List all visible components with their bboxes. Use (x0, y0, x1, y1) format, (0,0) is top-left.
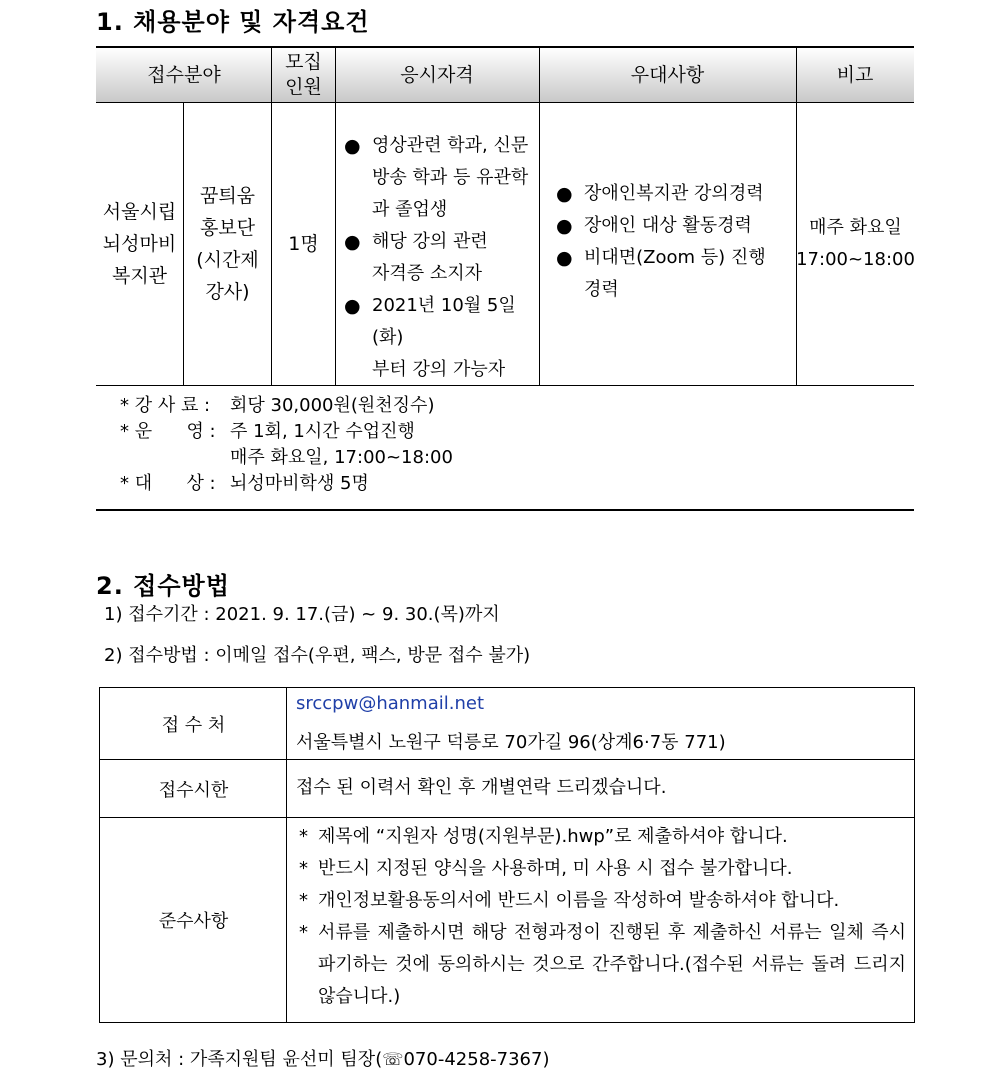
position-cell (184, 103, 271, 385)
header-note: 비고 (836, 63, 874, 86)
divider (96, 509, 914, 511)
divider (335, 48, 336, 385)
submission-table (99, 687, 915, 1023)
list-item: * 서류를 제출하시면 해당 전형과정이 진행된 후 제출하신 서류는 일체 즉시 파기하는 것에 동의하시는 것으로 간주합니다.(접수된 서류는 돌려 드리지 않습니다.) (296, 917, 906, 1013)
count-cell: 1명 (288, 233, 319, 255)
position-line: 강사) (205, 281, 250, 303)
section2-title: 2. 접수방법 (96, 572, 230, 600)
list-item: ● 비대면(Zoom 등) 진행 경력 (554, 242, 794, 306)
org-line: 서울시립 (102, 201, 177, 223)
header-count-line2: 인원 (285, 76, 322, 98)
org-line: 복지관 (111, 265, 168, 287)
org-cell (96, 103, 183, 385)
header-count-line1: 모집 (285, 51, 322, 73)
header-qualification: 응시자격 (400, 63, 474, 86)
list-item: ● 장애인복지관 강의경력 (554, 178, 794, 210)
note-row: 매주 화요일, 17:00~18:00 (230, 447, 453, 468)
note-cell (797, 103, 914, 385)
header-count (272, 48, 335, 102)
deadline-value: 접수 된 이력서 확인 후 개별연락 드리겠습니다. (296, 777, 667, 798)
email-link[interactable]: srccpw@hanmail.net (296, 693, 484, 714)
application-method: 2) 접수방법 : 이메일 접수(우편, 팩스, 방문 접수 불가) (104, 645, 531, 666)
note-row: * 강 사 료 : 회당 30,000원(원천징수) (120, 395, 435, 416)
contact-line (96, 1044, 549, 1076)
header-field: 접수분야 (147, 63, 221, 86)
recv-email[interactable] (296, 688, 484, 720)
position-line: 홍보단 (199, 217, 256, 239)
position-line: 꿈틔움 (199, 185, 256, 207)
note-row: * 대 상 : 뇌성마비학생 5명 (120, 473, 369, 494)
telephone-icon: ☏ (382, 1050, 404, 1070)
qualification-list (342, 130, 538, 386)
recruitment-table (96, 46, 914, 386)
list-item: ● 2021년 10월 5일(화) 부터 강의 가능자 (342, 290, 538, 386)
list-item: * 제목에 “지원자 성명(지원부문).hwp”로 제출하셔야 합니다. (296, 821, 906, 853)
section1-title: 1. 채용분야 및 자격요건 (96, 8, 370, 36)
recv-label: 접 수 처 (161, 714, 226, 736)
org-line: 뇌성마비 (102, 233, 177, 255)
recv-address: 서울특별시 노원구 덕릉로 70가길 96(상계6·7동 771) (296, 732, 726, 753)
note-line: 매주 화요일 (809, 217, 902, 238)
list-item: ● 영상관련 학과, 신문 방송 학과 등 유관학 과 졸업생 (342, 130, 538, 226)
rules-list (296, 821, 906, 1013)
note-row: * 운 영 : 주 1회, 1시간 수업진행 (120, 421, 415, 442)
preference-list (554, 178, 794, 306)
contact-label: 3) 문의처 : 가족지원팀 윤선미 팀장( (96, 1049, 383, 1070)
list-item: ● 장애인 대상 활동경력 (554, 210, 794, 242)
note-line: 17:00~18:00 (796, 249, 915, 270)
application-period: 1) 접수기간 : 2021. 9. 17.(금) ~ 9. 30.(목)까지 (104, 604, 500, 625)
list-item: ● 해당 강의 관련 자격증 소지자 (342, 226, 538, 290)
deadline-label: 접수시한 (158, 779, 229, 801)
rules-label: 준수사항 (158, 911, 229, 932)
list-item: * 개인정보활용동의서에 반드시 이름을 작성하여 발송하셔야 합니다. (296, 885, 906, 917)
list-item: * 반드시 지정된 양식을 사용하며, 미 사용 시 접수 불가합니다. (296, 853, 906, 885)
header-preference: 우대사항 (630, 63, 705, 86)
terms-notes (120, 393, 453, 497)
position-line: (시간제 (196, 249, 259, 271)
contact-number: 070-4258-7367) (403, 1049, 550, 1070)
divider (539, 48, 540, 385)
